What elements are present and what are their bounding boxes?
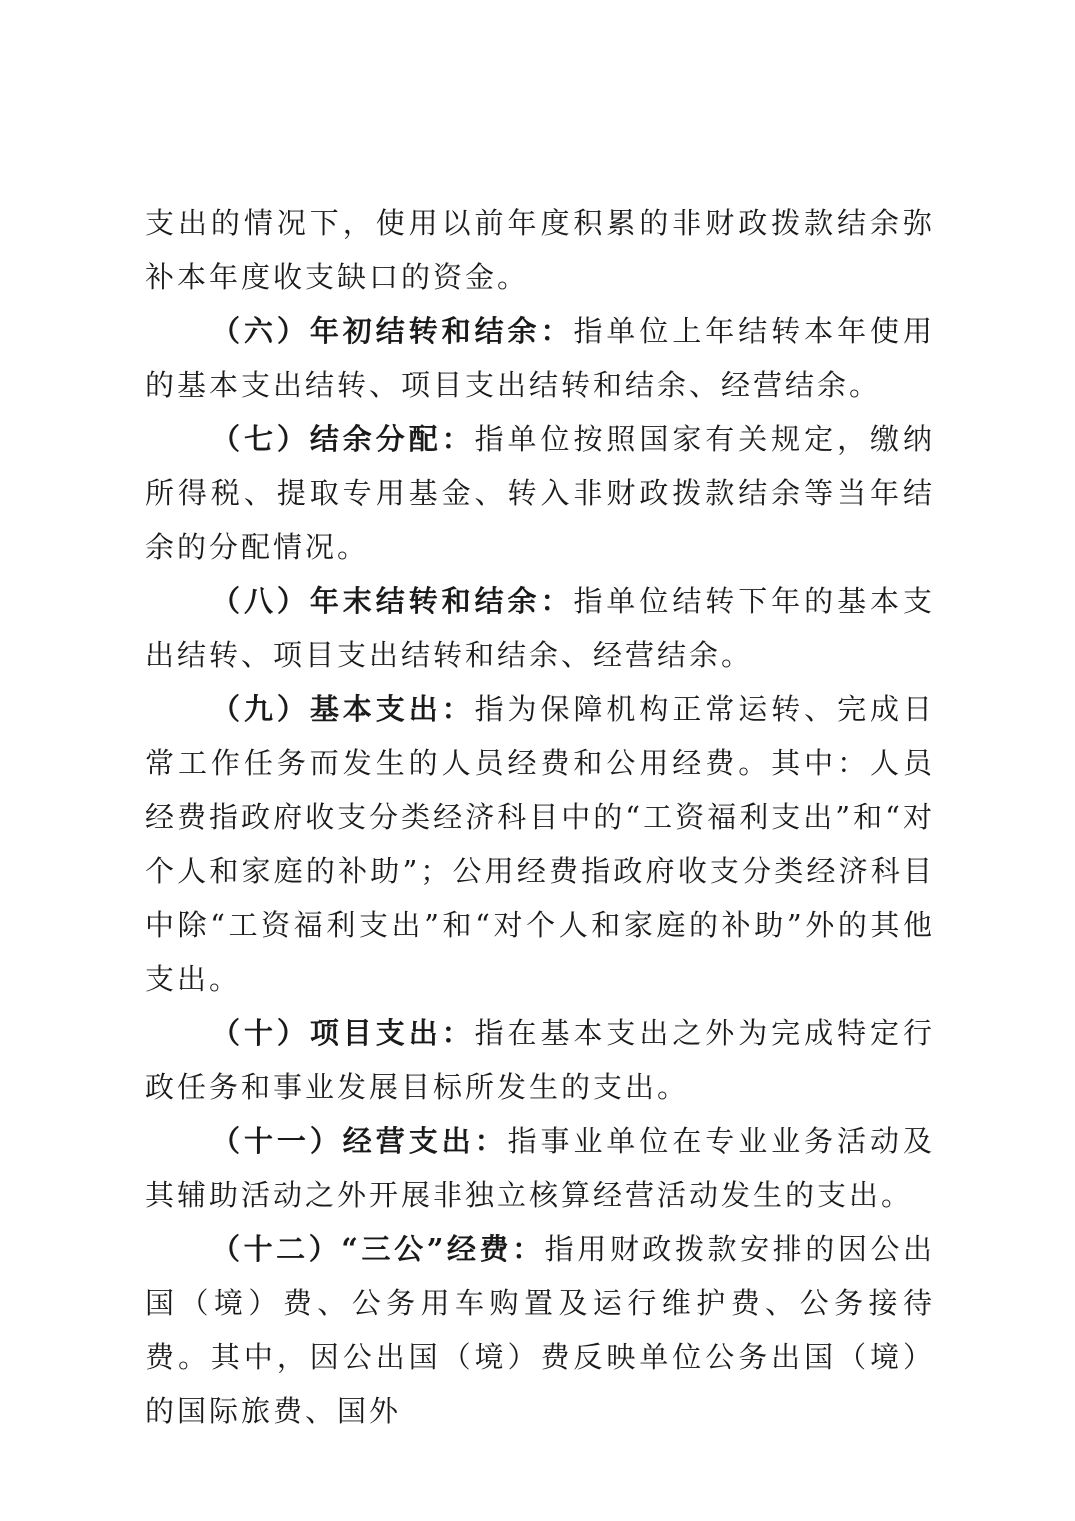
paragraph-nine	[145, 682, 935, 1006]
paragraph-text: 指为保障机构正常运转、完成日常工作任务而发生的人员经费和公用经费。其中：人员经费指政府收支分类经济科目中的“工资福利支出”和“对个人和家庭的补助”；公用经费指政府收支分类经济科目中除“工资福利支出”和“对个人和家庭的补助”外的其他支出。	[145, 692, 935, 996]
paragraph-continuation	[145, 196, 935, 304]
paragraph-text: 指用财政拨款安排的因公出国（境）费、公务用车购置及运行维护费、公务接待费。其中，因公出国（境）费反映单位公务出国（境）的国际旅费、国外	[145, 1232, 935, 1428]
paragraph-term: （十）项目支出：	[211, 1016, 475, 1050]
paragraph-term: （八）年末结转和结余：	[211, 584, 574, 618]
paragraph-ten	[145, 1006, 935, 1114]
paragraph-text: 指单位按照国家有关规定，缴纳所得税、提取专用基金、转入非财政拨款结余等当年结余的分配情况。	[145, 422, 935, 564]
paragraph-term: （十一）经营支出：	[211, 1124, 508, 1158]
paragraph-term: （七）结余分配：	[211, 422, 475, 456]
paragraph-six	[145, 304, 935, 412]
paragraph-eleven	[145, 1114, 935, 1222]
paragraph-text: 指单位结转下年的基本支出结转、项目支出结转和结余、经营结余。	[145, 584, 935, 672]
paragraph-seven	[145, 412, 935, 574]
paragraph-text: 指单位上年结转本年使用的基本支出结转、项目支出结转和结余、经营结余。	[145, 314, 935, 402]
paragraph-term: （九）基本支出：	[211, 692, 475, 726]
document-body	[145, 196, 935, 1438]
paragraph-text: 指在基本支出之外为完成特定行政任务和事业发展目标所发生的支出。	[145, 1016, 935, 1104]
paragraph-term: （十二）“三公”经费：	[211, 1232, 545, 1266]
paragraph-eight	[145, 574, 935, 682]
paragraph-text: 支出的情况下，使用以前年度积累的非财政拨款结余弥补本年度收支缺口的资金。	[145, 206, 935, 294]
paragraph-text: 指事业单位在专业业务活动及其辅助活动之外开展非独立核算经营活动发生的支出。	[145, 1124, 935, 1212]
paragraph-twelve	[145, 1222, 935, 1438]
paragraph-term: （六）年初结转和结余：	[211, 314, 574, 348]
